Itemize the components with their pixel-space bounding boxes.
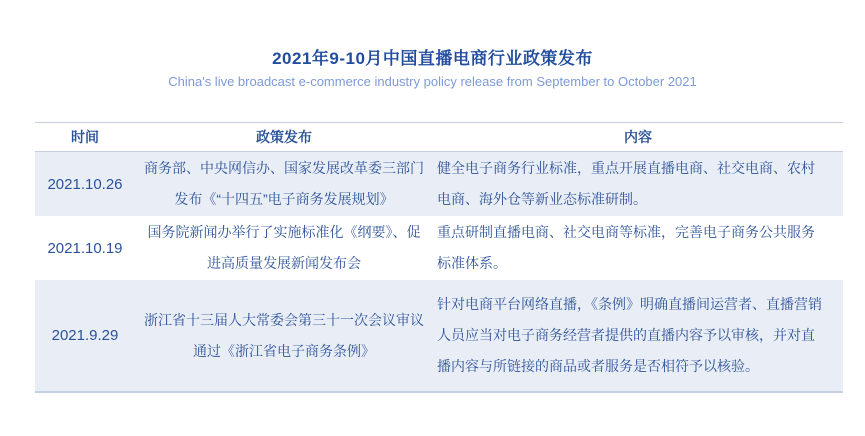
- row-date-cell: 2021.9.29: [51, 327, 119, 344]
- row-content-cell: 针对电商平台网络直播，《条例》明确直播间运营者、直播营销人员应当对电子商务经营者提供的直播内容予以审核，并对直播内容与所链接的商品或者服务是否相符予以核验。: [437, 296, 822, 374]
- row-policy-cell: 商务部、中央网信办、国家发展改革委三部门发布《“十四五”电子商务发展规划》: [144, 160, 424, 207]
- row-content-cell: 健全电子商务行业标准，重点开展直播电商、社交电商、农村电商、海外仓等新业态标准研制。: [437, 160, 815, 207]
- table-row: [35, 216, 843, 280]
- table-row: [35, 280, 843, 392]
- policy-table: [35, 122, 843, 393]
- row-policy-cell: 国务院新闻办举行了实施标准化《纲要》、促进高质量发展新闻发布会: [147, 224, 421, 271]
- row-date-cell: 2021.10.19: [47, 239, 123, 257]
- policy-table-body: [35, 152, 843, 393]
- page-title: 2021年9-10月中国直播电商行业政策发布: [272, 49, 593, 68]
- page-subtitle: China's live broadcast e-commerce industry policy release from September to October 2021: [168, 74, 697, 89]
- column-header-content: 内容: [433, 123, 843, 152]
- row-content-cell: 重点研制直播电商、社交电商等标准，完善电子商务公共服务标准体系。: [437, 224, 815, 271]
- column-header-policy: 政策发布: [135, 123, 433, 152]
- table-header-row: [35, 123, 843, 152]
- column-header-time: 时间: [35, 123, 135, 152]
- row-policy-cell: 浙江省十三届人大常委会第三十一次会议审议通过《浙江省电子商务条例》: [144, 311, 424, 359]
- table-row: [35, 152, 843, 217]
- row-date-cell: 2021.10.26: [47, 175, 123, 193]
